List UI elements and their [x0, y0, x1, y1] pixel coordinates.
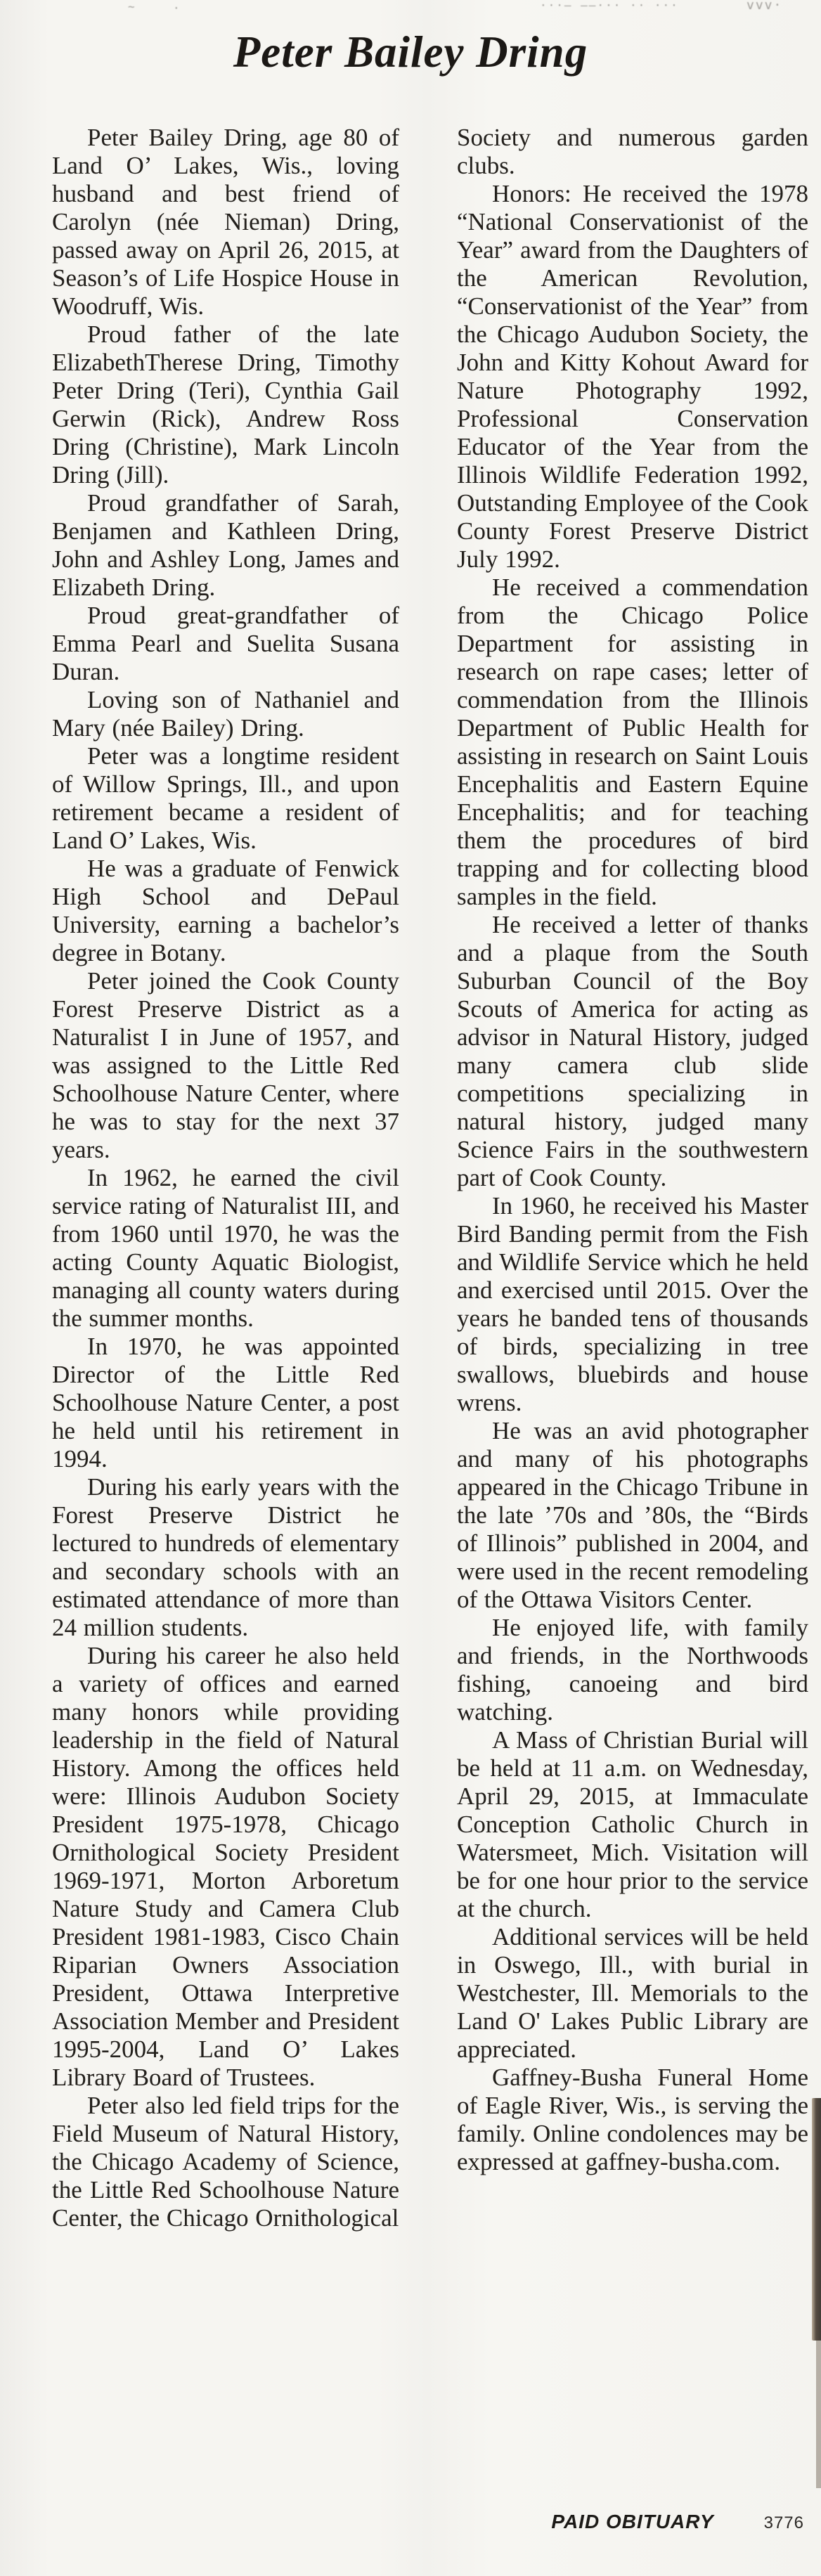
right-column [457, 124, 808, 2176]
paragraph: He received a letter of thanks and a plaque from the South Suburban Council of the Boy Scouts of America for acting as advisor in Natural History, judged many camera club slide competitions specializing in natural history, judged many Science Fairs in the southwestern part of Cook County. [457, 911, 808, 1191]
paragraph: During his early years with the Forest Preserve District he lectured to hundreds of elementary and secondary schools with an estimated attendance of more than 24 million students. [52, 1473, 399, 1641]
paragraph: He was an avid photographer and many of his photographs appeared in the Chicago Tribune in the late ’70s and ’80s, the “Birds of Illinois” published in 2004, and were used in the recent remodeling of the Ottawa Visitors Center. [457, 1417, 808, 1613]
paragraph: Gaffney-Busha Funeral Home of Eagle River, Wis., is serving the family. Online condolences may be expressed at gaffney-busha.com. [457, 2064, 808, 2175]
paragraph: In 1960, he received his Master Bird Banding permit from the Fish and Wildlife Service which he held and exercised until 2015. Over the years he banded tens of thousands of birds, specializing in tree swallows, bluebirds and house wrens. [457, 1192, 808, 1416]
print-artifact: ~ [128, 0, 136, 13]
paragraph: Loving son of Nathaniel and Mary (née Bailey) Dring. [52, 686, 399, 742]
obituary-number: 3776 [763, 2513, 804, 2532]
print-artifact: ···– ––··· ·· ··· [540, 0, 679, 12]
paragraph: Peter Bailey Dring, age 80 of Land O’ Lakes, Wis., loving husband and best friend of Carolyn (née Nieman) Dring, passed away on April 26, 2015, at Season’s of Life Hospice House in Woodruff, Wis. [52, 124, 399, 320]
paragraph: In 1962, he earned the civil service rating of Naturalist III, and from 1960 until 1970, he was the acting County Aquatic Biologist, managing all county waters during the summer months. [52, 1164, 399, 1332]
paragraph: A Mass of Christian Burial will be held at 11 a.m. on Wednesday, April 29, 2015, at Immaculate Conception Catholic Church in Watersmeet, Mich. Visitation will be for one hour prior to the service at the church. [457, 1726, 808, 1922]
obituary-title: Peter Bailey Dring [233, 27, 588, 77]
paragraph: Peter joined the Cook County Forest Preserve District as a Naturalist I in June of 1957, and was assigned to the Little Red Schoolhouse Nature Center, where he was to stay for the next 37 years. [52, 967, 399, 1163]
scan-edge-artifact [812, 2098, 821, 2341]
print-artifact: · [173, 1, 181, 15]
paragraph: Peter also led field trips for the Field Museum of Natural History, the Chicago Academy of Science, the Little Red Schoolhouse Nature Center, the Chicago Ornithological [52, 2092, 399, 2232]
scan-edge-artifact [816, 2341, 821, 2488]
paragraph: He enjoyed life, with family and friends, in the Northwoods fishing, canoeing and bird watching. [457, 1614, 808, 1726]
paragraph: Peter was a longtime resident of Willow Springs, Ill., and upon retirement became a resident of Land O’ Lakes, Wis. [52, 742, 399, 854]
paragraph: In 1970, he was appointed Director of the Little Red Schoolhouse Nature Center, a post he held until his retirement in 1994. [52, 1333, 399, 1473]
paragraph: He received a commendation from the Chicago Police Department for assisting in research on rape cases; letter of commendation from the Illinois Department of Public Health for assisting in research on Saint Louis Encephalitis and Eastern Equine Encephalitis; and for teaching them the procedures of bird trapping and for collecting blood samples in the field. [457, 574, 808, 910]
paragraph: Proud great-grandfather of Emma Pearl and Suelita Susana Duran. [52, 602, 399, 685]
paragraph: Proud grandfather of Sarah, Benjamen and Kathleen Dring, John and Ashley Long, James and Elizabeth Dring. [52, 489, 399, 601]
paragraph: Society and numerous garden clubs. [457, 124, 808, 179]
left-column [52, 124, 399, 2232]
paragraph: Proud father of the late ElizabethTherese Dring, Timothy Peter Dring (Teri), Cynthia Gail Gerwin (Rick), Andrew Ross Dring (Christine), Mark Lincoln Dring (Jill). [52, 321, 399, 488]
paragraph: Additional services will be held in Oswego, Ill., with burial in Westchester, Ill. Memorials to the Land O' Lakes Public Library are appreciated. [457, 1923, 808, 2063]
paragraph: He was a graduate of Fenwick High School and DePaul University, earning a bachelor’s degree in Botany. [52, 855, 399, 966]
paragraph: Honors: He received the 1978 “National Conservationist of the Year” award from the Daughters of the American Revolution, “Conservationist of the Year” from the Chicago Audubon Society, the John and Kitty Kohout Award for Nature Photography 1992, Professional Conservation Educator of the Year from the Illinois Wildlife Federation 1992, Outstanding Employee of the Cook County Forest Preserve District July 1992. [457, 180, 808, 573]
paragraph: During his career he also held a variety of offices and earned many honors while providing leadership in the field of Natural History. Among the offices held were: Illinois Audubon Society President 1975-1978, Chicago Ornithological Society President 1969-1971, Morton Arboretum Nature Study and Camera Club President 1981-1983, Cisco Chain Riparian Owners Association President, Ottawa Interpretive Association Member and President 1995-2004, Land O’ Lakes Library Board of Trustees. [52, 1642, 399, 2091]
paid-obituary-label: PAID OBITUARY [551, 2511, 714, 2532]
print-artifact: vvv· [746, 0, 783, 13]
footer [457, 2511, 808, 2542]
